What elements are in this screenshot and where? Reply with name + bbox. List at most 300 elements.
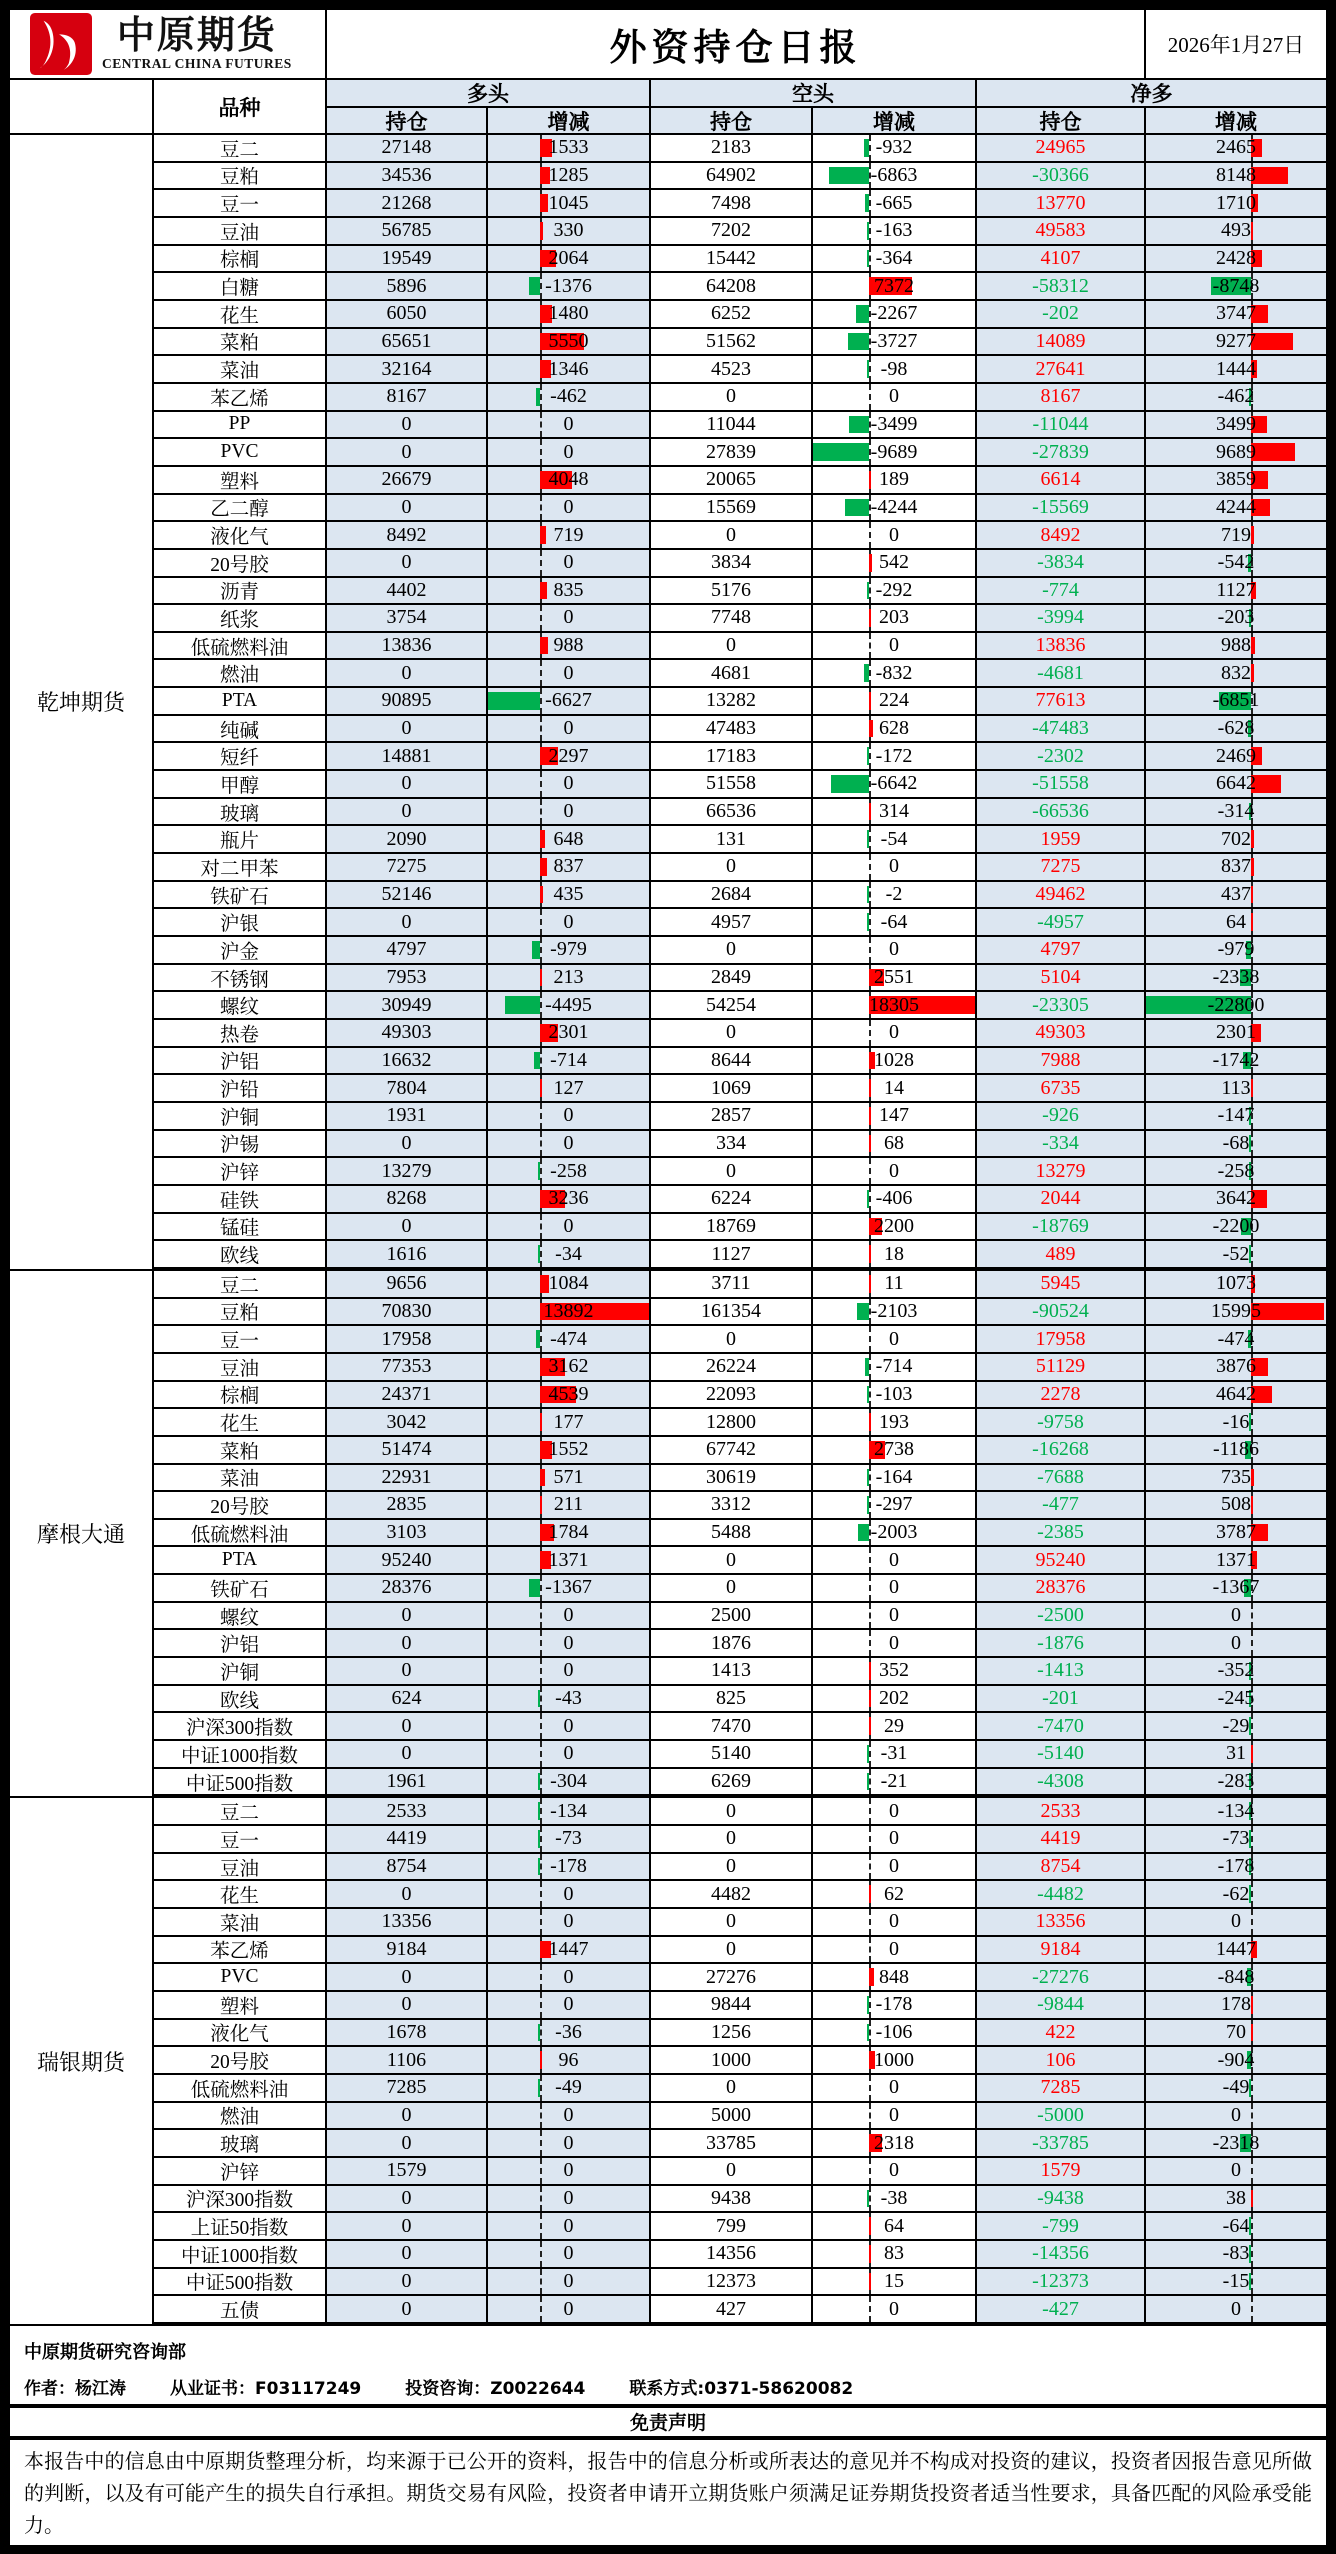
databar-axis — [1251, 1826, 1253, 1852]
decrease-databar — [867, 747, 869, 765]
databar-axis — [540, 1881, 542, 1907]
value-cell — [813, 384, 977, 412]
value-text: 1000 — [874, 2048, 914, 2071]
value-text: 0 — [563, 1910, 574, 1933]
databar-axis — [540, 495, 542, 521]
value-cell — [327, 605, 488, 633]
value-text: -628 — [1217, 717, 1255, 740]
value-text: 0 — [563, 1993, 574, 2016]
value-cell — [977, 1158, 1146, 1186]
value-text: 0 — [726, 1937, 736, 1960]
value-cell — [1146, 2186, 1326, 2214]
table-row — [154, 1741, 1326, 1769]
value-text: -36 — [555, 2020, 582, 2043]
value-cell — [651, 2075, 813, 2103]
value-text: -542 — [1217, 551, 1255, 574]
databar-axis — [540, 439, 542, 465]
value-text: 95240 — [381, 1548, 432, 1571]
value-text: 0 — [563, 910, 574, 933]
value-cell — [488, 965, 651, 993]
value-cell — [327, 1713, 488, 1741]
databar-axis — [540, 1769, 542, 1795]
value-cell — [1146, 1854, 1326, 1882]
value-cell — [977, 246, 1146, 274]
increase-databar — [540, 526, 546, 544]
value-text: -201 — [1042, 1687, 1079, 1710]
value-text: -203 — [1217, 606, 1255, 629]
variety-cell: 热卷 — [154, 1020, 327, 1048]
value-text: 13836 — [381, 634, 432, 657]
value-cell — [488, 882, 651, 910]
footer-dept-block — [10, 2326, 1326, 2404]
value-text: 0 — [889, 2076, 899, 2099]
table-row — [154, 826, 1326, 854]
value-text: 0 — [401, 412, 412, 435]
value-cell — [977, 190, 1146, 218]
value-text: -11044 — [1032, 412, 1089, 435]
value-text: 12373 — [706, 2269, 756, 2292]
decrease-databar — [867, 1996, 869, 2014]
value-text: 4419 — [1040, 1827, 1081, 1850]
value-text: 0 — [889, 855, 899, 878]
variety-cell: 花生 — [154, 1409, 327, 1437]
value-text: 3499 — [1216, 412, 1256, 435]
long-group-header: 多头 — [327, 80, 651, 108]
value-cell — [977, 1271, 1146, 1299]
value-cell — [1146, 1630, 1326, 1658]
value-text: -799 — [1042, 2214, 1079, 2237]
value-cell — [327, 1299, 488, 1327]
value-cell — [651, 1214, 813, 1242]
value-cell — [1146, 854, 1326, 882]
value-text: 2301 — [548, 1021, 589, 1044]
value-text: 988 — [1221, 634, 1251, 657]
value-text: 719 — [553, 523, 584, 546]
value-cell — [488, 190, 651, 218]
value-cell — [651, 550, 813, 578]
value-text: -292 — [875, 578, 913, 601]
value-text: -314 — [1217, 800, 1255, 823]
value-text: 62 — [884, 1882, 904, 1905]
value-text: -103 — [875, 1382, 913, 1405]
value-text: -1367 — [545, 1576, 592, 1599]
value-cell — [488, 1241, 651, 1269]
value-text: 7275 — [1040, 855, 1081, 878]
value-cell — [327, 2296, 488, 2324]
value-cell — [327, 578, 488, 606]
value-text: 9184 — [386, 1937, 427, 1960]
databar-axis — [869, 246, 871, 272]
value-cell — [488, 135, 651, 163]
value-cell — [488, 1299, 651, 1327]
value-text: -43 — [555, 1687, 582, 1710]
value-cell — [488, 937, 651, 965]
value-text: 1480 — [548, 302, 589, 325]
value-cell — [651, 1603, 813, 1631]
value-cell — [327, 1103, 488, 1131]
value-cell — [651, 1520, 813, 1548]
value-cell — [327, 633, 488, 661]
increase-databar — [869, 554, 872, 572]
value-text: 51129 — [1035, 1355, 1086, 1378]
variety-cell: PTA — [154, 688, 327, 716]
value-cell — [1146, 1713, 1326, 1741]
value-cell — [327, 1520, 488, 1548]
value-text: -3834 — [1037, 551, 1084, 574]
value-cell — [1146, 1158, 1326, 1186]
value-cell — [1146, 688, 1326, 716]
value-text: -2103 — [870, 1299, 918, 1322]
value-cell — [488, 1214, 651, 1242]
value-text: 2200 — [874, 1214, 914, 1237]
value-text: -98 — [880, 357, 908, 380]
variety-cell: 20号胶 — [154, 1492, 327, 1520]
value-text: 106 — [1045, 2048, 1076, 2071]
value-text: -334 — [1042, 1131, 1079, 1154]
value-cell — [327, 1437, 488, 1465]
short-group-header: 空头 — [651, 80, 977, 108]
value-text: 8167 — [386, 385, 427, 408]
databar-axis — [869, 2296, 871, 2322]
value-text: -4308 — [1037, 1770, 1084, 1793]
databar-axis — [540, 1658, 542, 1684]
value-text: 2278 — [1040, 1382, 1081, 1405]
table-row — [154, 1075, 1326, 1103]
value-text: 1045 — [548, 191, 589, 214]
databar-axis — [869, 1575, 871, 1601]
value-cell — [813, 688, 977, 716]
databar-axis — [869, 660, 871, 686]
value-cell — [488, 2103, 651, 2131]
databar-axis — [869, 743, 871, 769]
value-text: -4244 — [870, 495, 918, 518]
value-text: 4681 — [711, 661, 751, 684]
value-text: -83 — [1222, 2242, 1250, 2265]
value-text: 1552 — [548, 1438, 589, 1461]
value-cell — [977, 1881, 1146, 1909]
value-text: 0 — [563, 2214, 574, 2237]
value-text: -1413 — [1037, 1659, 1084, 1682]
table-row — [154, 495, 1326, 523]
value-cell — [488, 1575, 651, 1603]
variety-cell: 塑料 — [154, 467, 327, 495]
value-text: -23305 — [1032, 993, 1089, 1016]
value-cell — [488, 1186, 651, 1214]
value-text: 6735 — [1040, 1076, 1081, 1099]
value-text: 9438 — [711, 2186, 751, 2209]
value-cell — [1146, 384, 1326, 412]
value-cell — [977, 2269, 1146, 2297]
value-cell — [1146, 633, 1326, 661]
value-text: 2835 — [386, 1493, 427, 1516]
value-cell — [651, 135, 813, 163]
value-cell — [327, 2075, 488, 2103]
value-cell — [813, 660, 977, 688]
value-cell — [1146, 190, 1326, 218]
value-text: 2533 — [386, 1799, 427, 1822]
value-cell — [488, 1020, 651, 1048]
variety-cell: 塑料 — [154, 1992, 327, 2020]
table-row — [154, 937, 1326, 965]
value-text: 0 — [401, 495, 412, 518]
value-cell — [488, 605, 651, 633]
value-text: -68 — [1222, 1131, 1250, 1154]
increase-databar — [869, 471, 871, 489]
variety-cell: 锰硅 — [154, 1214, 327, 1242]
table-row — [154, 2103, 1326, 2131]
increase-databar — [869, 1245, 871, 1263]
value-cell — [1146, 1964, 1326, 1992]
value-text: 8644 — [711, 1048, 751, 1071]
value-cell — [651, 356, 813, 384]
databar-axis — [540, 1798, 542, 1824]
value-cell — [488, 1354, 651, 1382]
value-cell — [488, 633, 651, 661]
value-text: 0 — [889, 1631, 899, 1654]
table-row — [154, 716, 1326, 744]
value-text: 161354 — [701, 1299, 761, 1322]
value-cell — [651, 1713, 813, 1741]
value-cell — [488, 1630, 651, 1658]
disclaimer-text: 本报告中的信息由中原期货整理分析，均来源于已公开的资料，报告中的信息分析或所表达的意见并不构成对投资的建议，投资者因报告意见所做的判断，以及有可能产生的损失自行承担。期货交易有风险，投资者申请开立期货账户须满足证券期货投资者适当性要求，具备匹配的风险承受能力。 — [24, 2448, 1312, 2537]
value-cell — [488, 550, 651, 578]
author-line-segment: 投资咨询：Z0022644 — [405, 2378, 586, 2399]
variety-cell: 铁矿石 — [154, 882, 327, 910]
value-cell — [327, 1075, 488, 1103]
value-text: 29 — [884, 1714, 904, 1737]
increase-databar — [869, 692, 871, 710]
value-text: 624 — [391, 1687, 422, 1710]
value-text: 49303 — [381, 1021, 432, 1044]
value-cell — [651, 826, 813, 854]
databar-axis — [540, 1826, 542, 1852]
value-cell — [813, 937, 977, 965]
value-cell — [813, 1020, 977, 1048]
value-cell — [977, 1741, 1146, 1769]
value-cell — [327, 2158, 488, 2186]
value-cell — [977, 1326, 1146, 1354]
value-cell — [1146, 1048, 1326, 1076]
table-row — [154, 2296, 1326, 2324]
value-cell — [488, 771, 651, 799]
table-row — [154, 909, 1326, 937]
value-cell — [813, 2158, 977, 2186]
value-cell — [651, 1326, 813, 1354]
increase-databar — [869, 1690, 871, 1708]
variety-cell: 豆一 — [154, 190, 327, 218]
decrease-databar — [867, 1496, 869, 1514]
value-text: 702 — [1221, 827, 1251, 850]
net-change-header: 增减 — [1146, 108, 1326, 135]
value-cell — [1146, 1492, 1326, 1520]
value-cell — [1146, 163, 1326, 191]
value-text: -714 — [550, 1048, 587, 1071]
increase-databar — [1251, 1303, 1324, 1321]
value-cell — [977, 2103, 1146, 2131]
value-text: -178 — [875, 1993, 913, 2016]
value-text: -38 — [880, 2186, 908, 2209]
value-cell — [977, 1354, 1146, 1382]
databar-axis — [540, 2158, 542, 2184]
value-cell — [813, 1741, 977, 1769]
value-text: 0 — [889, 1327, 899, 1350]
table-row — [154, 218, 1326, 246]
value-text: 988 — [553, 634, 584, 657]
value-cell — [977, 1103, 1146, 1131]
table-row — [154, 1271, 1326, 1299]
variety-cell: PP — [154, 412, 327, 440]
value-cell — [813, 1492, 977, 1520]
databar-axis — [869, 384, 871, 410]
value-cell — [488, 273, 651, 301]
value-cell — [327, 1354, 488, 1382]
variety-cell: 沪铝 — [154, 1630, 327, 1658]
value-text: 1413 — [711, 1659, 751, 1682]
value-cell — [813, 854, 977, 882]
value-text: 5104 — [1040, 966, 1081, 989]
value-text: 2428 — [1216, 246, 1256, 269]
broker-section — [10, 1271, 1326, 1798]
value-text: 0 — [889, 2159, 899, 2182]
value-text: 7372 — [874, 274, 914, 297]
value-cell — [813, 2269, 977, 2297]
value-cell — [813, 246, 977, 274]
table-row — [154, 854, 1326, 882]
value-text: 96 — [558, 2048, 579, 2071]
long-position-header: 持仓 — [327, 108, 488, 135]
value-text: 178 — [1221, 1993, 1251, 2016]
value-cell — [488, 1326, 651, 1354]
value-cell — [651, 1241, 813, 1269]
table-row — [154, 301, 1326, 329]
value-text: 0 — [563, 551, 574, 574]
value-cell — [651, 1826, 813, 1854]
variety-cell: 沪铝 — [154, 1048, 327, 1076]
table-row — [154, 190, 1326, 218]
variety-cell: 中证1000指数 — [154, 1741, 327, 1769]
value-text: 0 — [563, 772, 574, 795]
value-text: 0 — [726, 1548, 736, 1571]
value-cell — [651, 1658, 813, 1686]
value-cell — [651, 1354, 813, 1382]
decrease-databar — [867, 1190, 869, 1208]
value-cell — [1146, 1937, 1326, 1965]
decrease-databar — [505, 996, 540, 1014]
value-text: 14881 — [381, 744, 432, 767]
value-cell — [488, 163, 651, 191]
value-cell — [813, 412, 977, 440]
value-text: 0 — [726, 634, 736, 657]
value-cell — [1146, 2075, 1326, 2103]
value-text: -245 — [1217, 1687, 1255, 1710]
variety-cell: 欧线 — [154, 1686, 327, 1714]
value-text: 0 — [1231, 2159, 1241, 2182]
value-text: 735 — [1221, 1465, 1251, 1488]
value-cell — [327, 826, 488, 854]
value-text: -6627 — [545, 689, 592, 712]
table-row — [154, 1241, 1326, 1269]
table-row — [154, 882, 1326, 910]
decrease-databar — [849, 416, 869, 434]
value-cell — [977, 1437, 1146, 1465]
value-text: 0 — [889, 634, 899, 657]
value-text: 0 — [401, 1993, 412, 2016]
value-text: 4642 — [1216, 1382, 1256, 1405]
variety-cell: 沪深300指数 — [154, 2186, 327, 2214]
value-text: 0 — [889, 2103, 899, 2126]
value-text: 127 — [553, 1076, 584, 1099]
databar-axis — [1251, 2241, 1253, 2267]
value-text: -134 — [550, 1799, 587, 1822]
value-text: -2385 — [1037, 1521, 1084, 1544]
value-text: 22931 — [381, 1465, 432, 1488]
value-text: 6050 — [386, 302, 427, 325]
value-cell — [327, 1020, 488, 1048]
value-cell — [813, 1075, 977, 1103]
value-text: 5945 — [1040, 1272, 1081, 1295]
value-text: 203 — [879, 606, 909, 629]
value-cell — [651, 688, 813, 716]
value-text: 18 — [884, 1242, 904, 1265]
value-cell — [977, 1630, 1146, 1658]
value-cell — [1146, 329, 1326, 357]
value-text: -283 — [1217, 1770, 1255, 1793]
value-cell — [327, 1547, 488, 1575]
increase-databar — [540, 1496, 542, 1514]
value-cell — [651, 1769, 813, 1797]
value-cell — [977, 660, 1146, 688]
value-text: -297 — [875, 1493, 913, 1516]
value-cell — [1146, 1826, 1326, 1854]
value-cell — [977, 550, 1146, 578]
value-cell — [813, 633, 977, 661]
report-content — [10, 10, 1326, 2545]
value-cell — [327, 1326, 488, 1354]
decrease-databar — [867, 250, 869, 268]
value-cell — [813, 1520, 977, 1548]
value-cell — [813, 1354, 977, 1382]
table-row — [154, 1492, 1326, 1520]
value-text: 13356 — [1035, 1910, 1086, 1933]
value-cell — [977, 633, 1146, 661]
value-cell — [651, 1575, 813, 1603]
variety-cell: 苯乙烯 — [154, 384, 327, 412]
decrease-databar — [867, 2190, 869, 2208]
value-text: 9656 — [386, 1272, 427, 1295]
value-cell — [977, 384, 1146, 412]
variety-cell: 棕榈 — [154, 1382, 327, 1410]
increase-databar — [1251, 1079, 1253, 1097]
value-text: 0 — [726, 1827, 736, 1850]
value-text: 1127 — [711, 1242, 751, 1265]
databar-axis — [869, 1186, 871, 1212]
variety-cell: 花生 — [154, 301, 327, 329]
increase-databar — [1251, 2024, 1253, 2042]
value-text: 9184 — [1040, 1937, 1081, 1960]
value-cell — [327, 329, 488, 357]
value-text: 437 — [1221, 883, 1251, 906]
value-text: -7470 — [1037, 1714, 1084, 1737]
value-cell — [813, 356, 977, 384]
value-cell — [813, 771, 977, 799]
value-text: -90524 — [1032, 1299, 1089, 1322]
report-date: 2026年1月27日 — [1167, 33, 1305, 57]
value-cell — [813, 1854, 977, 1882]
value-cell — [651, 1686, 813, 1714]
value-text: 0 — [889, 1576, 899, 1599]
databar-axis — [1251, 1603, 1253, 1629]
value-text: 542 — [879, 551, 909, 574]
